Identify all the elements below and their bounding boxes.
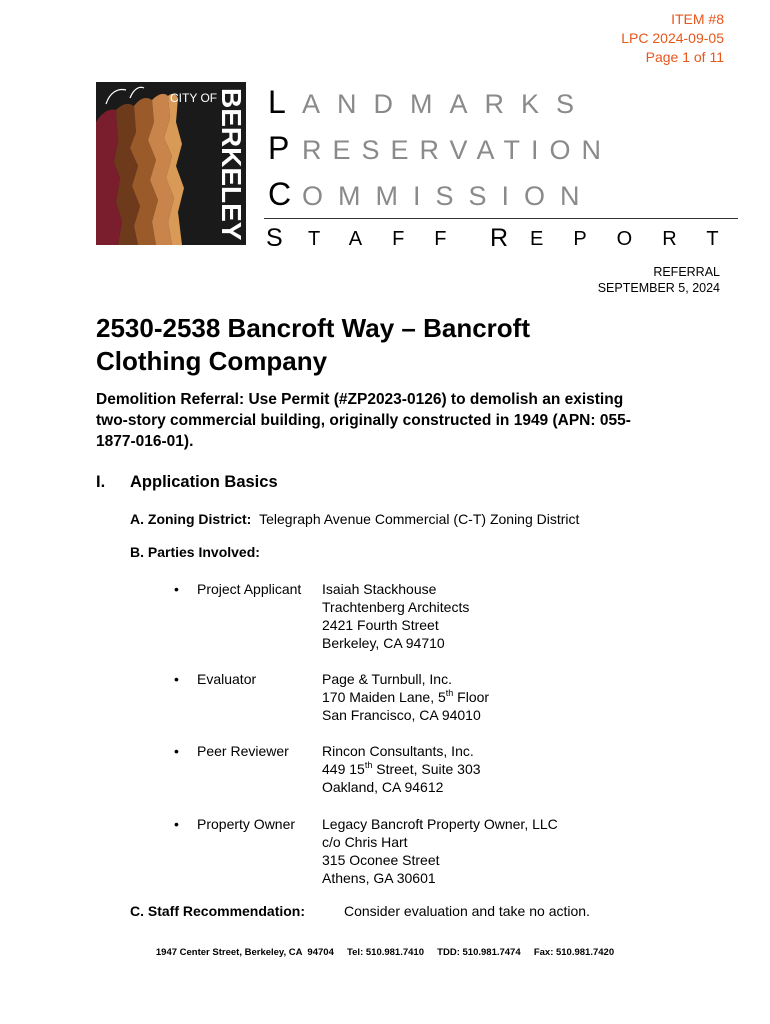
referral-date: SEPTEMBER 5, 2024	[597, 281, 720, 295]
zoning-value: Telegraph Avenue Commercial (C-T) Zoning District	[259, 511, 580, 527]
address-line: Legacy Bancroft Property Owner, LLC	[322, 816, 558, 832]
address-line: c/o Chris Hart	[322, 834, 408, 850]
item-number: ITEM #8	[671, 11, 724, 27]
subtitle-line: 1877-016-01).	[96, 433, 194, 450]
masthead	[264, 80, 749, 252]
section-title: Application Basics	[130, 473, 278, 491]
address-line: Rincon Consultants, Inc.	[322, 743, 474, 759]
party-address	[322, 815, 558, 887]
address-line	[322, 688, 489, 706]
report-initial-r: R	[490, 224, 509, 252]
referral-block	[598, 264, 720, 296]
title-line: 2530-2538 Bancroft Way – Bancroft	[96, 313, 530, 343]
bullet: •	[174, 743, 179, 759]
masthead-divider	[264, 218, 738, 219]
party-address	[322, 580, 469, 652]
bullet: •	[174, 671, 179, 687]
parties-label: B. Parties Involved:	[130, 544, 260, 560]
address-line: 315 Oconee Street	[322, 852, 440, 868]
address-line: San Francisco, CA 94010	[322, 707, 481, 723]
recommendation-value: Consider evaluation and take no action.	[344, 903, 590, 919]
masthead-preservation	[264, 126, 738, 172]
address-line: Berkeley, CA 94710	[322, 635, 445, 651]
bullet: •	[174, 581, 179, 597]
zoning-label: A. Zoning District:	[130, 511, 252, 527]
title-line: Clothing Company	[96, 346, 328, 376]
logo-city-name: BERKELEY	[216, 88, 246, 241]
masthead-initial-p: P	[268, 130, 290, 166]
party-address	[322, 670, 489, 724]
party-role: Project Applicant	[197, 581, 302, 597]
address-text: 170 Maiden Lane, 5	[322, 689, 446, 705]
masthead-preservation-text: RESERVATION	[302, 135, 613, 165]
masthead-initial-c: C	[268, 176, 292, 212]
party-role: Peer Reviewer	[197, 743, 289, 759]
zoning-district	[130, 511, 579, 527]
subtitle-line: Demolition Referral: Use Permit (#ZP2023-0126) to demolish an existing	[96, 391, 624, 408]
party-address	[322, 742, 481, 796]
staff-text: TAFF	[308, 228, 477, 250]
item-header	[621, 10, 724, 67]
staff-initial-s: S	[266, 224, 283, 252]
masthead-commission	[264, 172, 738, 218]
staff-report-heading	[264, 224, 749, 254]
address-line: Trachtenberg Architects	[322, 599, 470, 615]
section-number: I.	[96, 473, 106, 491]
city-of-berkeley-logo	[96, 82, 246, 245]
ordinal-suffix: th	[445, 688, 454, 698]
address-line: Isaiah Stackhouse	[322, 581, 437, 597]
staff-recommendation	[130, 903, 590, 919]
bullet: •	[174, 816, 179, 832]
address-line: Oakland, CA 94612	[322, 779, 444, 795]
ordinal-suffix: th	[364, 760, 373, 770]
report-text: EPORT	[530, 228, 749, 250]
subtitle-line: two-story commercial building, originally constructed in 1949 (APN: 055-	[96, 412, 631, 429]
address-text: 449 15	[322, 761, 365, 777]
meeting-id: LPC 2024-09-05	[621, 30, 724, 46]
recommendation-label: C. Staff Recommendation:	[130, 903, 306, 919]
address-line: Athens, GA 30601	[322, 870, 436, 886]
footer-text: 1947 Center Street, Berkeley, CA 94704 Tel: 510.981.7410 TDD: 510.981.7474 Fax: 510.981.7420	[155, 947, 615, 958]
berkeley-logo-graphic	[96, 82, 246, 245]
address-line: 2421 Fourth Street	[322, 617, 439, 633]
document-title	[96, 312, 696, 378]
address-line: Page & Turnbull, Inc.	[322, 671, 452, 687]
party-role: Property Owner	[197, 816, 296, 832]
address-line	[322, 760, 481, 778]
address-text: Street, Suite 303	[372, 761, 481, 777]
footer-contact	[0, 947, 770, 958]
address-text: Floor	[453, 689, 490, 705]
page-indicator: Page 1 of 11	[645, 49, 724, 65]
logo-city-of: CITY OF	[170, 91, 218, 105]
masthead-initial-l: L	[268, 84, 286, 120]
referral-type: REFERRAL	[653, 265, 720, 279]
masthead-commission-text: OMMISSION	[302, 181, 595, 211]
masthead-landmarks	[264, 80, 738, 126]
masthead-landmarks-text: ANDMARKS	[302, 89, 592, 119]
document-subtitle	[96, 389, 716, 452]
party-role: Evaluator	[197, 671, 257, 687]
